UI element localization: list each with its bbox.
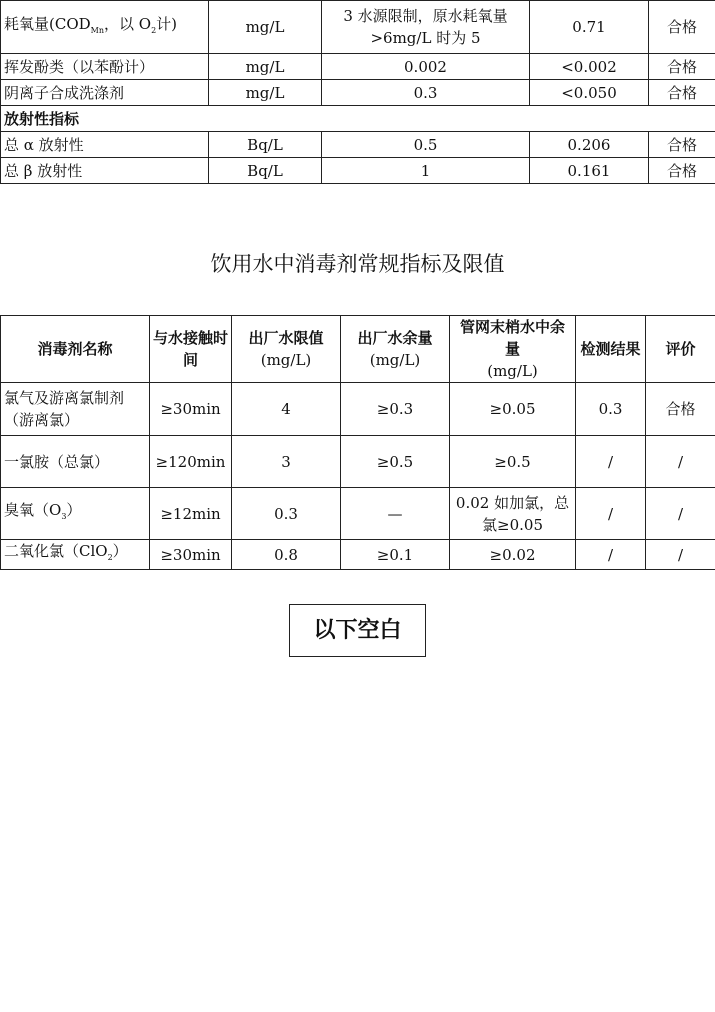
disinfectant-table xyxy=(0,315,715,570)
table-row xyxy=(1,540,715,570)
network-cell: ≥0.05 xyxy=(450,383,576,436)
table-row xyxy=(1,54,715,80)
radioactivity-and-organic-table xyxy=(0,0,715,184)
table-row xyxy=(1,80,715,106)
name-cell: 臭氧$(O_3)$ xyxy=(1,488,150,540)
outlet-residual-cell: — xyxy=(341,488,450,540)
result-cell: / xyxy=(576,540,646,570)
item-cell: 总 α 放射性 xyxy=(1,132,209,158)
item-cell: 耗氧量($COD_{Mn}$，以 $O_2$计) xyxy=(1,1,209,54)
table-row xyxy=(1,132,715,158)
unit-cell: mg/L xyxy=(209,1,322,54)
outlet-residual-cell: ≥0.3 xyxy=(341,383,450,436)
section-heading: 放射性指标 xyxy=(1,106,715,132)
unit-cell: Bq/L xyxy=(209,132,322,158)
section-row xyxy=(1,106,715,132)
header-network: 管网末梢水中余量 (mg/L) xyxy=(450,316,576,383)
blank-below-box: 以下空白 xyxy=(289,604,426,657)
result-cell: / xyxy=(576,488,646,540)
unit-cell: mg/L xyxy=(209,54,322,80)
limit-cell: 0.002 xyxy=(322,54,530,80)
result-cell: <0.050 xyxy=(530,80,649,106)
eval-cell: / xyxy=(646,488,715,540)
item-cell: 总 β 放射性 xyxy=(1,158,209,184)
eval-cell: 合格 xyxy=(649,1,715,54)
table-row xyxy=(1,383,715,436)
outlet-residual-cell: ≥0.1 xyxy=(341,540,450,570)
header-contact: 与水接触时间 xyxy=(150,316,232,383)
eval-cell: 合格 xyxy=(649,158,715,184)
result-cell: <0.002 xyxy=(530,54,649,80)
header-result: 检测结果 xyxy=(576,316,646,383)
result-cell: / xyxy=(576,436,646,488)
section-title: 饮用水中消毒剂常规指标及限值 xyxy=(210,252,505,276)
outlet-limit-cell: 0.3 xyxy=(232,488,341,540)
result-cell: 0.206 xyxy=(530,132,649,158)
header-name: 消毒剂名称 xyxy=(1,316,150,383)
name-cell: 二氧化氯（ClO$_2$） xyxy=(1,540,150,570)
eval-cell: 合格 xyxy=(649,132,715,158)
outlet-limit-cell: 0.8 xyxy=(232,540,341,570)
table-row xyxy=(1,436,715,488)
header-outlet-limit: 出厂水限值 (mg/L) xyxy=(232,316,341,383)
outlet-limit-cell: 4 xyxy=(232,383,341,436)
limit-cell: 0.3 xyxy=(322,80,530,106)
limit-cell: 3 水源限制，原水耗氧量>6mg/L 时为 5 xyxy=(322,1,530,54)
eval-cell: 合格 xyxy=(649,54,715,80)
limit-cell: 1 xyxy=(322,158,530,184)
network-cell: ≥0.02 xyxy=(450,540,576,570)
header-eval: 评价 xyxy=(646,316,715,383)
header-outlet-residual: 出厂水余量 (mg/L) xyxy=(341,316,450,383)
eval-cell: 合格 xyxy=(649,80,715,106)
header-row xyxy=(1,316,715,383)
network-cell: 0.02 如加氯，总氯≥0.05 xyxy=(450,488,576,540)
limit-cell: 0.5 xyxy=(322,132,530,158)
eval-cell: / xyxy=(646,540,715,570)
eval-cell: 合格 xyxy=(646,383,715,436)
contact-cell: ≥30min xyxy=(150,383,232,436)
outlet-limit-cell: 3 xyxy=(232,436,341,488)
name-cell: 一氯胺（总氯） xyxy=(1,436,150,488)
name-cell: 氯气及游离氯制剂（游离氯） xyxy=(1,383,150,436)
table-row xyxy=(1,1,715,54)
network-cell: ≥0.5 xyxy=(450,436,576,488)
eval-cell: / xyxy=(646,436,715,488)
contact-cell: ≥30min xyxy=(150,540,232,570)
result-cell: 0.3 xyxy=(576,383,646,436)
item-cell: 阴离子合成洗涤剂 xyxy=(1,80,209,106)
unit-cell: Bq/L xyxy=(209,158,322,184)
contact-cell: ≥12min xyxy=(150,488,232,540)
unit-cell: mg/L xyxy=(209,80,322,106)
table-row xyxy=(1,488,715,540)
item-cell: 挥发酚类（以苯酚计） xyxy=(1,54,209,80)
table-row xyxy=(1,158,715,184)
result-cell: 0.71 xyxy=(530,1,649,54)
outlet-residual-cell: ≥0.5 xyxy=(341,436,450,488)
contact-cell: ≥120min xyxy=(150,436,232,488)
result-cell: 0.161 xyxy=(530,158,649,184)
